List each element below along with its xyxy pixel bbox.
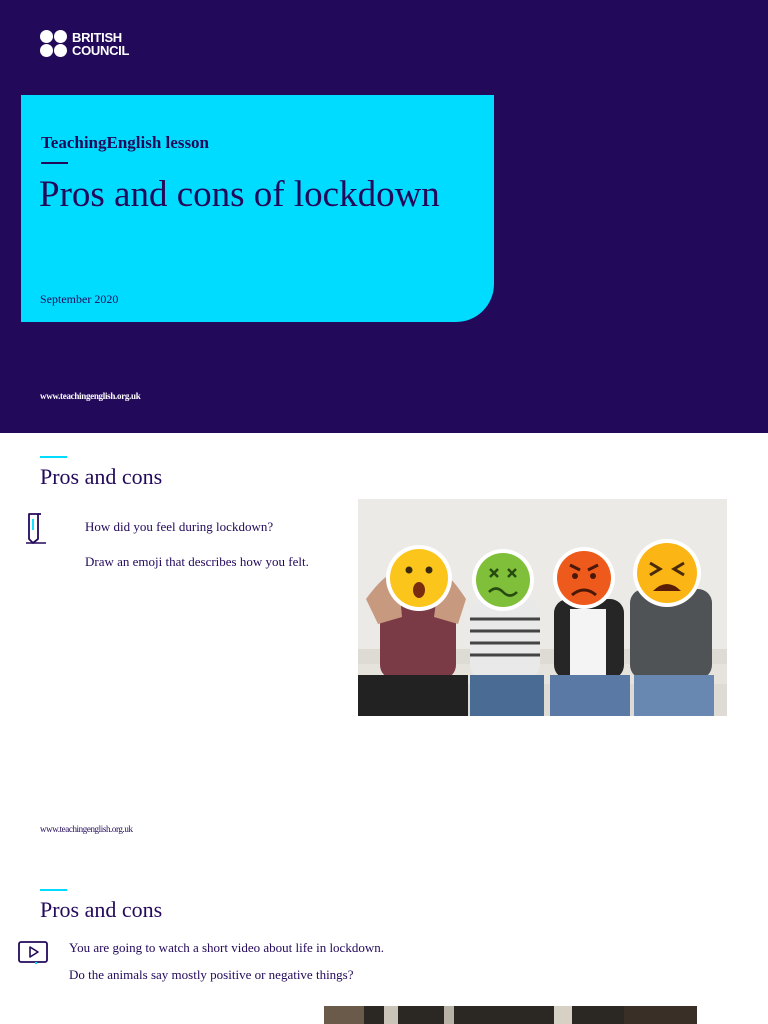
lesson-kicker: TeachingEnglish lesson: [41, 133, 210, 152]
section-divider: [40, 889, 67, 891]
lesson-date: September 2020: [40, 292, 119, 306]
title-slide: [0, 0, 768, 433]
pencil-icon: [26, 510, 50, 544]
video-thumbnail[interactable]: [324, 1006, 697, 1024]
logo-text: [72, 31, 129, 57]
section-title: Pros and cons: [40, 464, 163, 489]
logo-line1: BRITISH: [72, 30, 122, 45]
video-intro-text: You are going to watch a short video about life in lockdown.: [69, 940, 384, 955]
lesson-title: Pros and cons of lockdown: [39, 174, 440, 215]
kicker-divider: [41, 162, 68, 164]
british-council-logo: [40, 30, 129, 58]
question-text: How did you feel during lockdown?: [85, 519, 274, 534]
video-play-icon: [18, 940, 48, 964]
logo-line2: COUNCIL: [72, 43, 130, 58]
website-link-footer[interactable]: www.teachingenglish.org.uk: [40, 824, 133, 834]
title-panel: [21, 95, 494, 322]
website-link[interactable]: www.teachingenglish.org.uk: [40, 391, 141, 401]
logo-dots-icon: [40, 30, 68, 58]
section-title: Pros and cons: [40, 897, 163, 922]
section-divider: [40, 456, 67, 458]
instruction-text: Draw an emoji that describes how you felt.: [85, 554, 309, 569]
emoji-faces-photo: [358, 499, 727, 716]
video-question-text: Do the animals say mostly positive or negative things?: [69, 967, 354, 982]
